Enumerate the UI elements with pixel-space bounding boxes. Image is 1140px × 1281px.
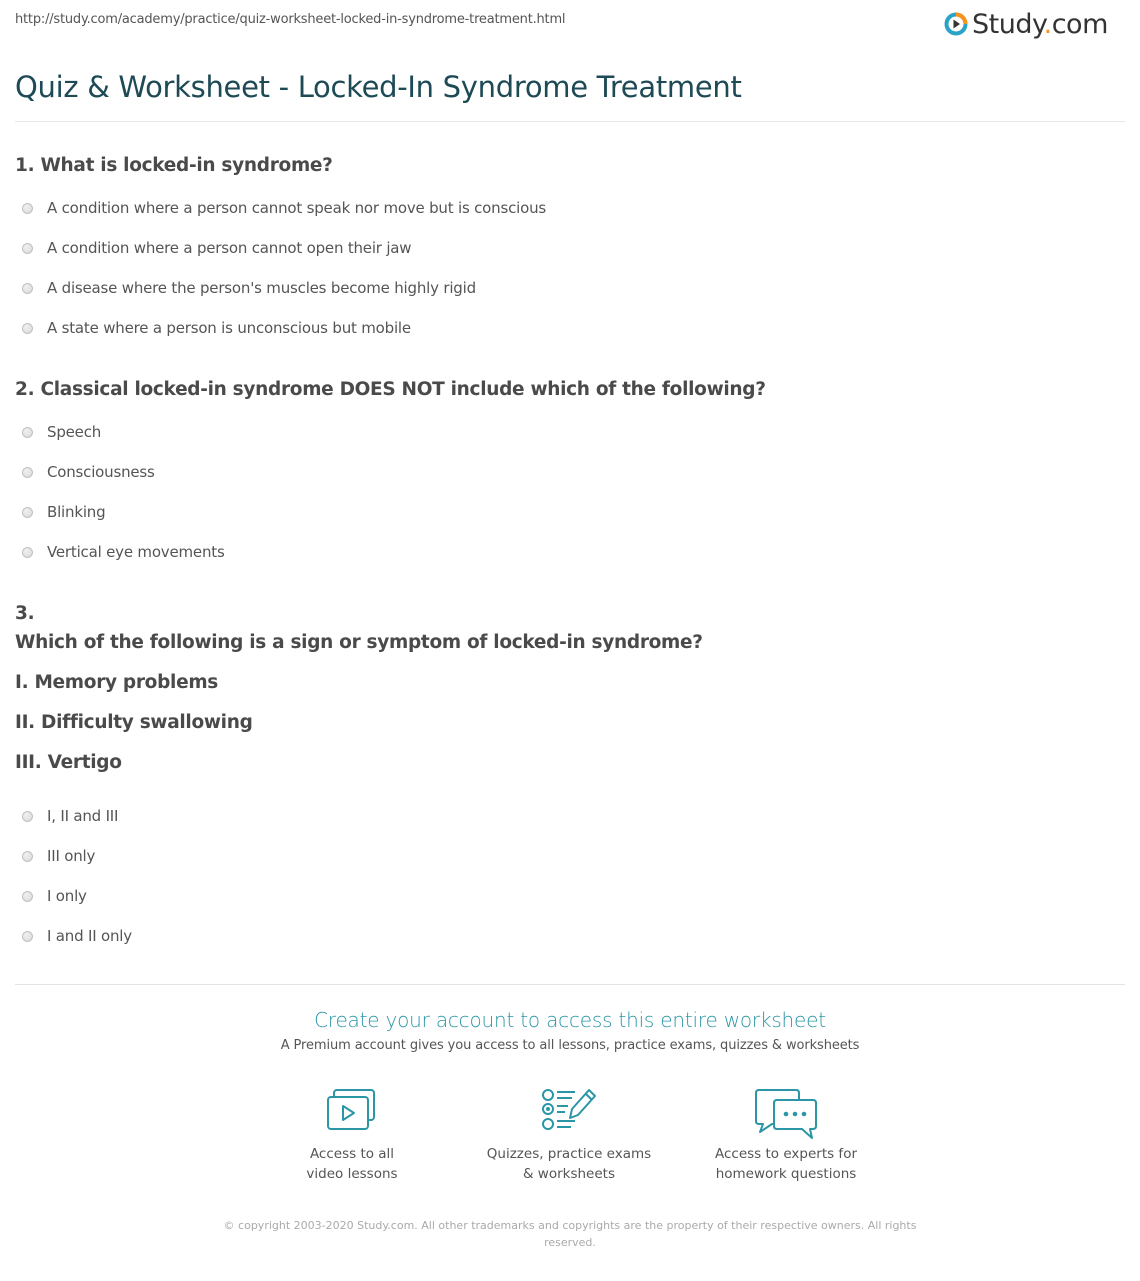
radio-button[interactable] bbox=[22, 467, 33, 478]
question-1-title: 1. What is locked-in syndrome? bbox=[15, 155, 333, 176]
header-divider bbox=[15, 121, 1125, 122]
question-3-statement-1: I. Memory problems bbox=[15, 672, 219, 693]
feature-video-lessons bbox=[252, 1088, 452, 1184]
question-3-option-1[interactable]: I, II and III bbox=[22, 807, 118, 825]
question-3-number: 3. bbox=[15, 603, 35, 624]
feature-label-line2: video lessons bbox=[306, 1166, 398, 1182]
radio-button[interactable] bbox=[22, 283, 33, 294]
question-1-option-1[interactable]: A condition where a person cannot speak nor move but is conscious bbox=[22, 199, 546, 217]
question-1-option-2[interactable]: A condition where a person cannot open their jaw bbox=[22, 239, 411, 257]
radio-button[interactable] bbox=[22, 323, 33, 334]
page-title: Quiz & Worksheet - Locked-In Syndrome Treatment bbox=[15, 70, 742, 104]
feature-label-line1: Access to all bbox=[309, 1146, 395, 1162]
page-url: http://study.com/academy/practice/quiz-worksheet-locked-in-syndrome-treatment.html bbox=[15, 12, 566, 27]
question-1-option-3[interactable]: A disease where the person's muscles become highly rigid bbox=[22, 279, 476, 297]
play-circle-icon bbox=[944, 12, 968, 36]
radio-button[interactable] bbox=[22, 507, 33, 518]
chat-bubbles-icon bbox=[754, 1088, 818, 1140]
question-2-option-2[interactable]: Consciousness bbox=[22, 463, 155, 481]
feature-label-line1: Quizzes, practice exams bbox=[486, 1146, 652, 1162]
copyright-notice: © copyright 2003-2020 Study.com. All other trademarks and copyrights are the property of their respective owners. All rights reserved. bbox=[223, 1219, 917, 1249]
question-2-option-3[interactable]: Blinking bbox=[22, 503, 105, 521]
quiz-checklist-icon bbox=[541, 1088, 597, 1132]
question-3-option-3[interactable]: I only bbox=[22, 887, 87, 905]
radio-button[interactable] bbox=[22, 547, 33, 558]
feature-label-line2: homework questions bbox=[715, 1166, 857, 1182]
feature-experts bbox=[686, 1088, 886, 1184]
create-account-link[interactable]: Create your account to access this entire worksheet bbox=[314, 1008, 826, 1032]
radio-button[interactable] bbox=[22, 427, 33, 438]
radio-button[interactable] bbox=[22, 243, 33, 254]
study-logo[interactable] bbox=[944, 8, 1108, 40]
feature-label-line2: & worksheets bbox=[522, 1166, 615, 1182]
question-3-option-2[interactable]: III only bbox=[22, 847, 95, 865]
radio-button[interactable] bbox=[22, 851, 33, 862]
video-lessons-icon bbox=[326, 1088, 378, 1132]
question-2-option-1[interactable]: Speech bbox=[22, 423, 101, 441]
radio-button[interactable] bbox=[22, 931, 33, 942]
cta-subtitle: A Premium account gives you access to all lessons, practice exams, quizzes & worksheets bbox=[280, 1038, 860, 1053]
question-3-title: Which of the following is a sign or symptom of locked-in syndrome? bbox=[15, 632, 703, 653]
cta-divider bbox=[15, 984, 1125, 985]
radio-button[interactable] bbox=[22, 891, 33, 902]
question-3-statement-2: II. Difficulty swallowing bbox=[15, 712, 253, 733]
radio-button[interactable] bbox=[22, 203, 33, 214]
feature-quizzes bbox=[469, 1088, 669, 1184]
question-2-title: 2. Classical locked-in syndrome DOES NOT include which of the following? bbox=[15, 379, 766, 400]
question-3-option-4[interactable]: I and II only bbox=[22, 927, 132, 945]
logo-text: Study.com bbox=[972, 8, 1108, 40]
question-3-statement-3: III. Vertigo bbox=[15, 752, 122, 773]
question-2-option-4[interactable]: Vertical eye movements bbox=[22, 543, 225, 561]
radio-button[interactable] bbox=[22, 811, 33, 822]
question-1-option-4[interactable]: A state where a person is unconscious but mobile bbox=[22, 319, 411, 337]
feature-label-line1: Access to experts for bbox=[714, 1146, 857, 1162]
